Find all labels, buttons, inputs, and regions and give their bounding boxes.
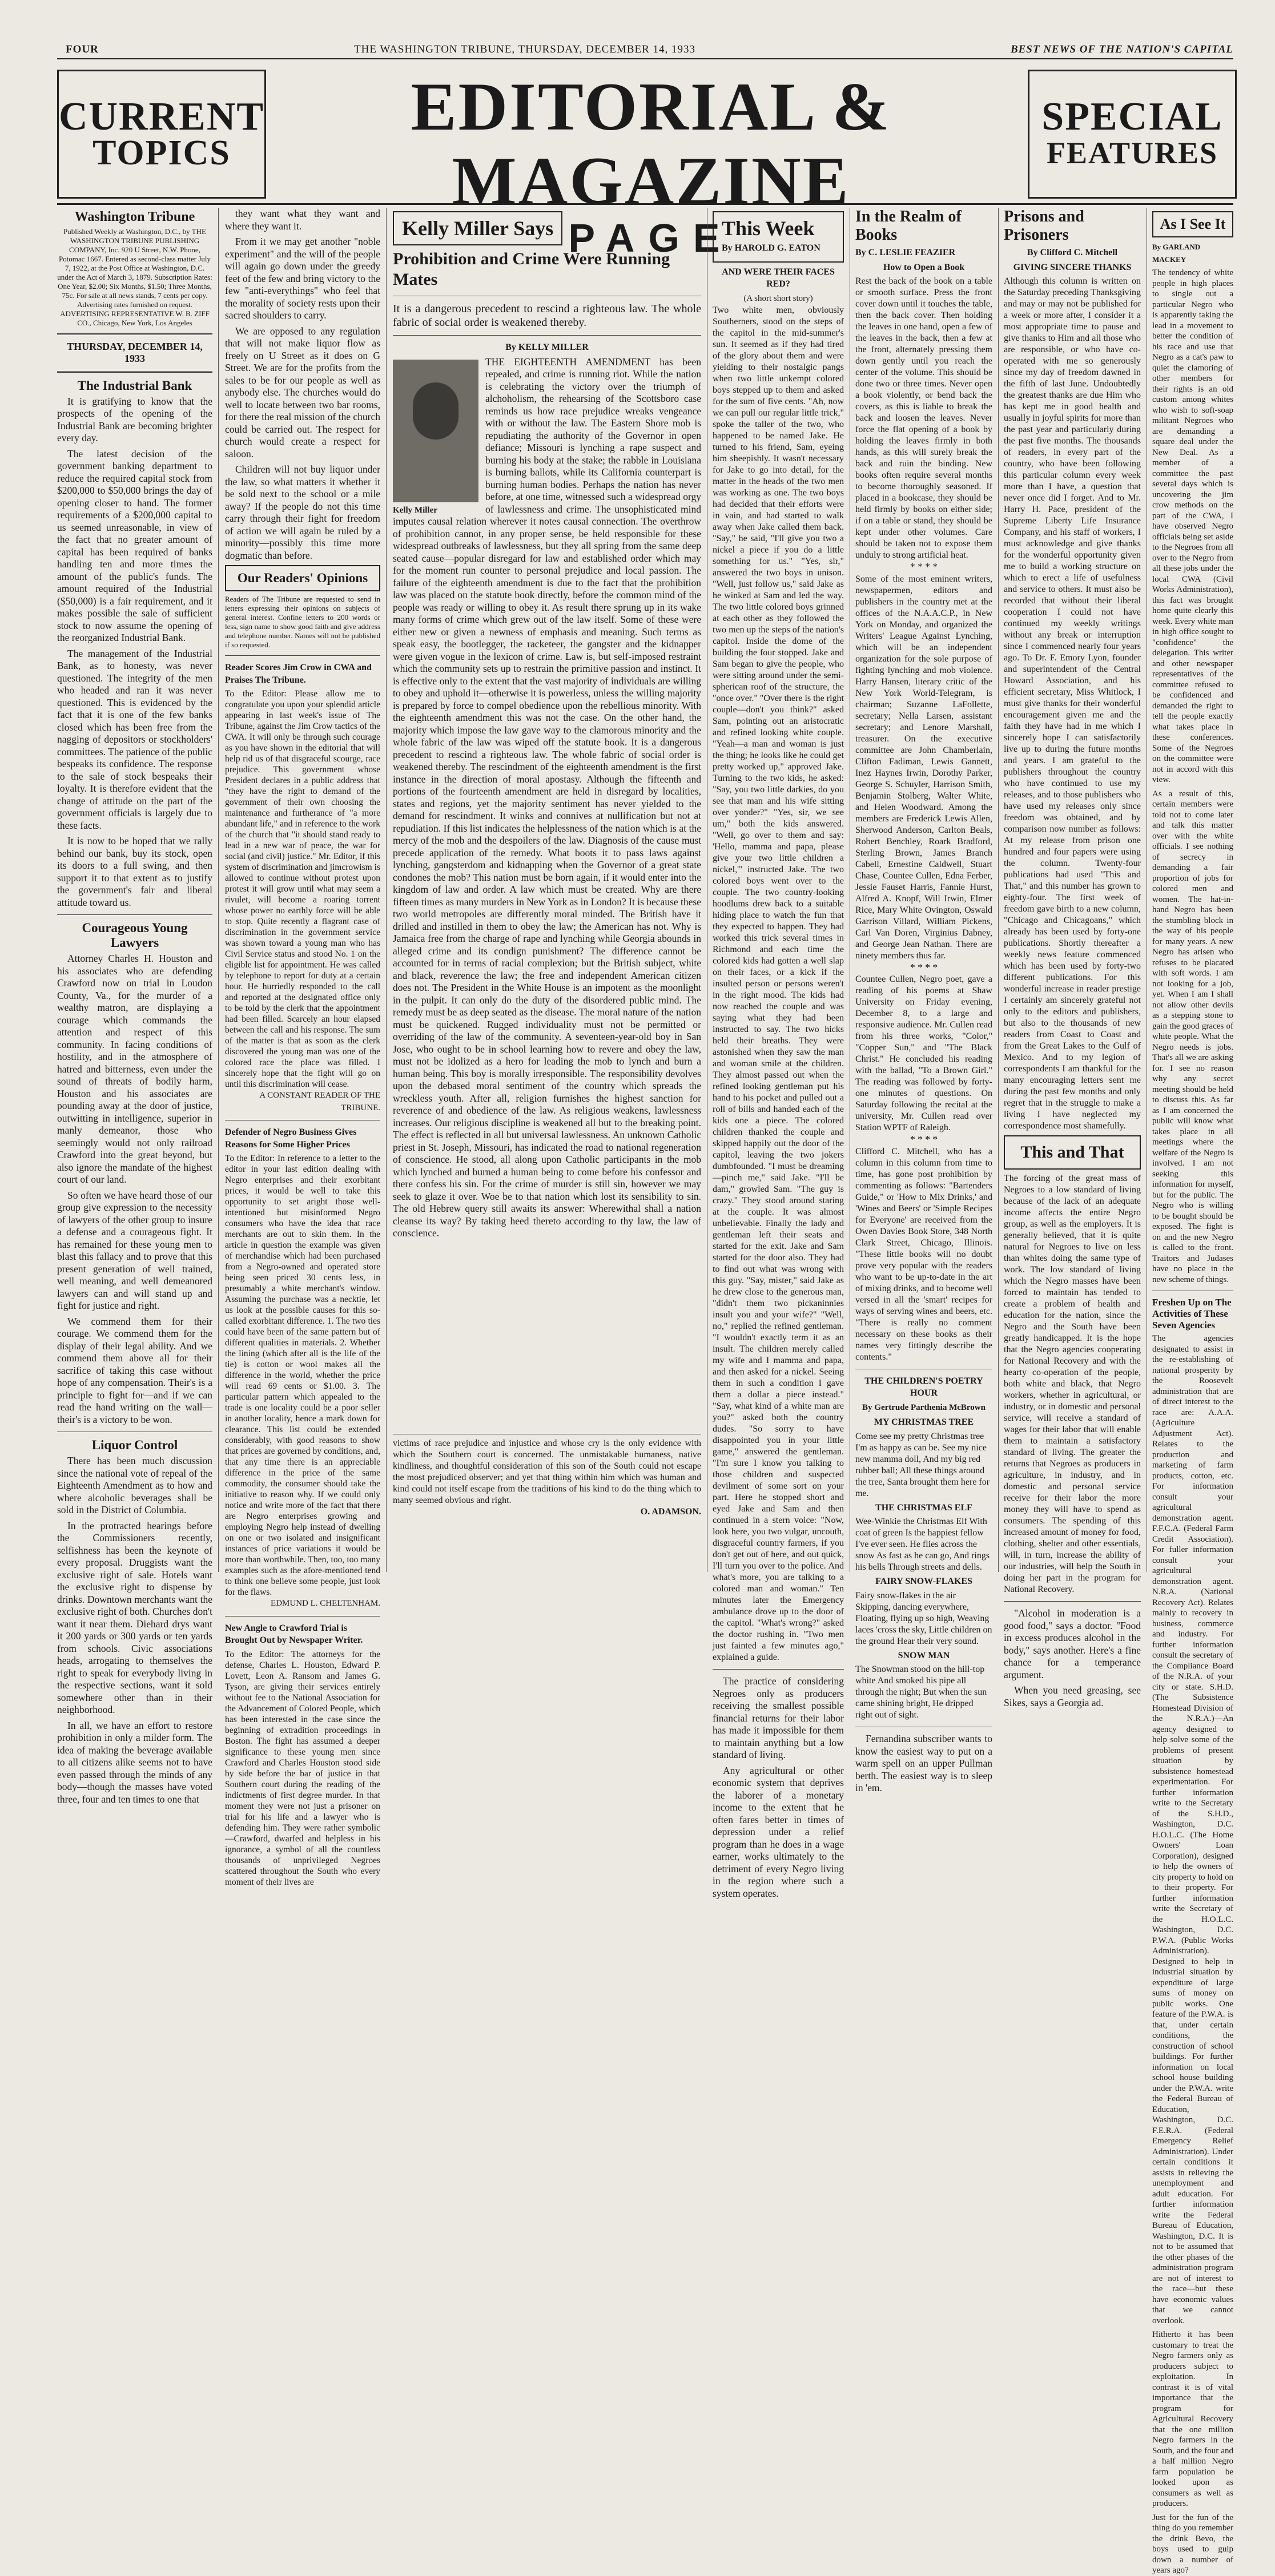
paragraph: "Alcohol in moderation is a good food," says a doctor. "Food in excess produces alcohol in the body," says another. Here's a fine chance for a temperance argument. — [1004, 1607, 1141, 1680]
kelly-miller-body: THE EIGHTEENTH AMENDMENT has been repealed, and crime is running riot. While the nation is celebrating the victory over the triumph of alchoholism, the rehearsing of the Scottsboro case reminds us how race prejudice wreaks vengeance with or without the law. The Eastern Shore mob is repudiating the authority of the Governor in open defiance; Missouri is lynching a rape suspect and burning his body at the stake; the rabble in Louisiana is burning ballots, while its California counterpart is burning human bodies. Perhaps the nation has never before, at one time, witnessed such a widespread orgy of lawlessness and crime. The unsophisticated mind imputes causal relation wherever it notes causal connection. The overthrow of prohibition cannot, in any proper sense, be held responsible for these widespread outbreaks of lawlessness, but they all spring from the same deep seated cause—popular disregard for law and established order which may for the moment run counter to personal prejudice and local passion. The failure of the eighteenth amendment is due to the fact that the prohibition law was placed on the statute book directly, before the common mind of the people was ready or willing to obey it. As result there sprung up in its wake many forms of crime which grew out of the law itself. Some of these were either new or given a newness of emphasis and meaning. Such terms as speak easy, the bootlegger, the racketeer, the gangster and the kidnapper were given vogue in the lexicon of crime. Law is, but self-imposed restraint which the community sets up to restrain the primitive passion and instinct. It is effective only to the extent that the vast majority of individuals are willing to obey and uphold it—otherwise it is powerless, unless the willing majority is prepared by force to compel obedience upon the rebellious minority. With the eighteenth amendment this was not the case. On the other hand, the majority which impose the law gave way to the clamorous minority and the whole fabric of the law was wiped off the statute book. It is a dangerous precedent to rescind a righteous law. The whole fabric of social order is weakened thereby. The rescindment of the eighteenth amendment is the first instance in the direction of moral apostasy. Although the fifteenth and portions of the fourteenth amendment are held in disregard by localities, states and regions, yet the majority sentiment has never yielded to the demand for rescindment. It winks and connives at nullification but not at repudiation. If this list indicates the helplessness of the nation which is at the mercy of the mob and the despoilers of the law. Diagnosis of the cause must precede application of the remedy. What boots it to pass laws against lynching, gangsterdom and kidnapping when the Governor of a great state condones the mob? This nation must be born again, if it would enter into the kingdom of law and order. A law which must be created. Why are there fifteen times as many murders in New York as in London? It is because these two world metropoles are differently moral minded. The British have it drilled and instilled in them to obey the law; the American has not. Why is Jamaica free from the charge of rape and lynching while Georgia abounds in alleged crime and its condign punishment? The difference cannot be accounted for in terms of racial complexion; but the British subject, white and black, reverence the law; the free and independent American citizen does not. The President in the White House is an impotent as the moonlight in the pulpit. It can only do the duty of the disordered public mind. The remedy must be as deep seated as the disease. The moral nature of the nation must be quickened. Rugged individuality must not be permitted or overriding of the law of the community. A seventeen-year-old boy in San Jose, who ought to be in school learning how to revere and obey the law, must not be idolized as a hero for leading the mob to lynch and burn a human being. This boy is morally irresponsible. The responsibility devolves upon the debased moral sentiment of the country which spreads the wreckless youth. After all, religion furnishes the highest sanction for reverence of and obedience of the law. As religious weakens, lawlessness increases. Our religious discipline is weakened all but to the breaking point. The effect is reflected in all but universal lawlessness. An unknown Catholic priest in St. Joseph, Missouri, has indicated the road to national regeneration of conscience. He stood, all along upon Catholic participants in the mob which lynched and burned a human being to come before his confessor and there confess his sin. For the crime of murder is still sin, however we may seek to glaze it over. Woe be to that nation which lost its sensibility to sin. The old Hebrew query still awaits its answer: Wherewithal shall a nation cleanse its way? By taking heed thereto according to thy law, the law of conscience. — [393, 356, 701, 1239]
banner-title: EDITORIAL & MAGAZINE — [411, 68, 891, 219]
editorial-headline-3: Liquor Control — [91, 1438, 178, 1452]
kelly-miller-lead: It is a dangerous precedent to rescind a righteous law. The whole fabric of social order is weakened thereby. — [393, 303, 701, 329]
poetry-byline: By Gertrude Parthenia McBrown — [862, 1402, 986, 1412]
byline: By Clifford C. Mitchell — [1027, 248, 1118, 257]
readers-opinions-title: Our Readers' Opinions — [237, 571, 368, 585]
closing-quip: Just for the fun of the thing do you remember the drink Bevo, the boys used to gulp down a number of years ago? — [1152, 2513, 1233, 2575]
special-features-box — [1028, 70, 1237, 199]
masthead-rule — [57, 203, 1233, 205]
nameplate: Washington Tribune — [74, 209, 195, 224]
letter-headline: Defender of Negro Business Gives Reasons for Some Higher Prices — [225, 1127, 357, 1150]
paragraph: Attorney Charles H. Houston and his associates who are defending Crawford now on trial in Loudon County, Va., for the murder of a wealthy matron, are displaying a courage which commands the attention and respect of this community. In facing conditions of hostility, and in the atmosphere of hatred and bitterness, even under the sound of threats of bodily harm, Houston and his associates are pounding away at the door of justice, outwitting in intelligence, superior in manly demeanor, those who seemingly would not only railroad Crawford into the great beyond, but also ignore the mandate of the highest court of our land. — [57, 953, 212, 1185]
agencies-headline: Freshen Up on The Activities of These Seven Agencies — [1152, 1297, 1232, 1331]
paragraph: When you need greasing, see Sikes, says a Georgia ad. — [1004, 1684, 1141, 1708]
topics-label: TOPICS — [92, 134, 231, 172]
readers-note: Readers of The Tribune are requested to send in letters expressing their opinions on subjects of general interest. Confine letters to 200 words or less, sign name to show good faith and give address and telephone number. Names will not be published if so requested. — [225, 595, 380, 649]
subhead: GIVING SINCERE THANKS — [1013, 262, 1132, 272]
slogan: BEST NEWS OF THE NATION'S CAPITAL — [1010, 43, 1233, 55]
byline: By KELLY MILLER — [505, 342, 589, 352]
paragraph: The management of the Industrial Bank, as to honesty, was never questioned. The integrity of the men who headed and ran it was never questioned. This is evidenced by the fact that it is one of the few banks closed which has been free from the nagging of depositors or stockholders' committees. The patience of the public bespeaks its confidence. The response to the sale of stock bespeaks their loyalty. It is therefore evident that the change of attitude on the part of the government officials is largely due to these facts. — [57, 647, 212, 831]
prisons-title: Prisons and Prisoners — [1004, 208, 1084, 244]
poetry-title: THE CHILDREN'S POETRY HOUR — [864, 1376, 983, 1398]
letter-body: To the Editor: The attorneys for the defense, Charles L. Houston, Edward P. Lovett, Leon A. Ransom and James G. Tyson, are giving their services entirely without fee to the National Association for the Advancement of Colored People, which has been interested in the case since the beginning of extradition proceedings in Boston. The fight has assumed a deeper significance to these young men since Crawford and Charles Houston stood side by side before the bar of justice in that Southern court during the reading of the indictments of first degree murder. In that moment they were not just a prisoner on trial for his life and a lawyer who is defending him. They were rather symbolic—Crawford, dwarfed and helpless in his ignorance, a symbol of all the countless thousands of unprivileged Negroes scattered throughout the South who every moment of their lives are — [225, 1649, 380, 1887]
as-i-see-it-body: The tendency of white people in high places to single out a particular Negro who is apparently taking the lead in a movement to better the condition of his race and use that Negro as a cat's paw to quiet the clamoring of other members for their rights is an old custom among whites who wish to soft-soap militant Negroes who are demanding a square deal under the New Deal. As a member of a committee the past several days which is uncovering the jim crow methods on the part of the CWA, I have observed Negro officials being set aside to the Negroes from all over to the Negro from all these jobs under the local CWA (Civil Works Administration), this fact was brought home quite clearly this week. Every white man in high office sought to "confidence" the delegation. This writer and other newspaper representatives of the committee refused to be confidenced and demanded the right to tell the people exactly what takes place in these conferences. Some of the Negroes on the committee were not in accord with this view. — [1152, 268, 1233, 784]
publisher-info: Published Weekly at Washington, D.C., by THE WASHINGTON TRIBUNE PUBLISHING COMPANY, Inc. 920 U Street, N.W. Phone, Potomac 1667. Entered as second-class matter July 7, 1922, at the Post Office at Washington, D.C. under the Act of March 3, 1879. Subscription Rates: One Year, $2.00; Six Months, $1.50; Three Months, 75c. For sale at all news stands, 7 cents per copy. Advertising rates furnished on request. ADVERTISING REPRESENTATIVE W. B. ZIFF CO., Chicago, New York, Los Angeles — [57, 227, 212, 327]
column-as-i-see-it — [1152, 208, 1233, 2575]
kelly-miller-box — [393, 211, 562, 245]
paragraph: It is now to be hoped that we rally behind our bank, buy its stock, open its doors to a full swing, and then support it to that extent as to justify the government's fair and liberal attitude toward us. — [57, 835, 212, 908]
as-i-see-it-title: As I See It — [1160, 216, 1226, 232]
kelly-miller-title: Kelly Miller Says — [402, 217, 554, 240]
poem-title: FAIRY SNOW-FLAKES — [875, 1577, 972, 1586]
header-rule — [57, 58, 1233, 59]
issue-date: THURSDAY, DECEMBER 14, 1933 — [67, 340, 203, 364]
column-readers-opinions — [225, 208, 380, 1887]
paragraph: they want what they want and where they want it. — [225, 208, 380, 232]
page-number: FOUR — [66, 43, 99, 55]
poem-title: MY CHRISTMAS TREE — [874, 1417, 974, 1427]
paragraph: The latest decision of the government banking department to reduce the required capital stock from $200,000 to $50,000 brings the day of opening closer to hand. The former requirements of a $200,000 capital to us seemed unreasonable, in view of the fact that no greater amount of capital has been required of banks handling ten and more times the amount of the public's funds. The amount required of the Industrial ($50,000) is a fair requirement, and it makes possible the sale of sufficient stock to now assume the opening of the reorganized Industrial Bank. — [57, 448, 212, 643]
dateline: THE WASHINGTON TRIBUNE, THURSDAY, DECEMBER 14, 1933 — [354, 43, 696, 55]
kelly-miller-subhead: Prohibition and Crime Were Running Mates — [393, 249, 670, 289]
paragraph: From it we may get another "noble experiment" and the will of the people will again go down under the greedy feet of the few and bring victory to the few "anti-everythings" who feel that the morality of society rests upon their sacred shoulders to carry. — [225, 236, 380, 321]
kelly-miller-portrait — [393, 360, 478, 515]
poem-title: THE CHRISTMAS ELF — [875, 1502, 972, 1513]
letter-headline: New Angle to Crawford Trial is Brought Out by Newspaper Writer. — [225, 1623, 363, 1645]
paragraph: We commend them for their courage. We commend them for the display of their legal ability. And we commend them above all for their sacrifice of taking this case without hope of any compensation. Their's is a principle to fight for—and if we can read the hand writing on the wall—their's is a victory to be won. — [57, 1315, 212, 1425]
portrait-caption: Kelly Miller — [393, 506, 437, 515]
poem-body: The Snowman stood on the hill-top white And smoked his pipe all through the night; But when the sun came shining bright, He dripped right out of sight. — [855, 1664, 987, 1720]
column-rule — [386, 208, 387, 1572]
column-rule — [998, 208, 999, 1572]
paragraph: There has been much discussion since the national vote of repeal of the Eighteenth Amendment as to how and where alcoholic beverages shall be sold in the District of Columbia. — [57, 1455, 212, 1515]
poem-title: SNOW MAN — [898, 1650, 950, 1660]
paragraph: Children will not buy liquor under the law, so what matters it whether it be sold next to the school or a mile away? If the people do not this time carry through their fight for freedom of action we will again be ruled by a minority—possibly this time more dogmatic than before. — [225, 463, 380, 561]
column-prisons — [1004, 208, 1141, 1708]
letter-signature: EDMUND L. CHELTENHAM. — [271, 1599, 380, 1608]
column-editorials — [57, 208, 212, 1805]
poem-body: Wee-Winkie the Christmas Elf With coat of green Is the happiest fellow I've ever seen. He flies across the snow As fast as he can go, And rings his bells Through streets and dells. — [855, 1517, 990, 1572]
letter-headline: Reader Scores Jim Crow in CWA and Praises The Tribune. — [225, 663, 372, 685]
byline: By C. LESLIE FEAZIER — [855, 248, 956, 257]
poem-body: Fairy snow-flakes in the air Skipping, dancing everywhere, Floating, flying up so high, Weaving laces 'cross the sky, Little children on the ground Hear their very sound. — [855, 1590, 992, 1646]
column-rule — [218, 208, 219, 1572]
paragraph: In all, we have an effort to restore prohibition in only a milder form. The idea of making the beverage available to all citizens alike seems not to have even passed through the minds of any body—though the masses have voted three, four and ten times to one that — [57, 1719, 212, 1805]
paragraph: It is gratifying to know that the prospects of the opening of the Industrial Bank are becoming brighter every day. — [57, 395, 212, 444]
special-label: SPECIAL — [1041, 95, 1223, 139]
books-title: In the Realm of Books — [855, 208, 962, 244]
story-title: AND WERE THEIR FACES RED? — [722, 267, 835, 289]
page-header — [57, 41, 1233, 57]
this-and-that-body: The forcing of the great mass of Negroes to a low standard of living because of the lack of an adequate income affects the entire Negro group, as well as the employers. It is generally believed, that it is quite natural for Negroes to live on less than whites doing the same type of work. The low standard of living which the Negro masses have been forced to maintain has tended to create a problem of health and education for the nation, since the Negro and the South have been greatly handicapped. It is the hope that the Negro agencies cooperating for National Recovery and with the hearty co-operation of the people, both white and black, that Negro workers, whether in agricultural, or industry, or in domestic and personal service, will receive a standard of wages for their labor that will enable them to maintain a satisfactory standard of living. The greater the returns that Negroes as producers in agriculture, in industry, and in domestic and personal service receive for their labor the more money they will have to spend as consumers. The spending of this increased amount of money for food, clothing, shelter and other essentials, will, in turn, increase the ability of our industries, will help the South in doing her part in the program for National Recovery. — [1004, 1174, 1141, 1594]
books-body: Countee Cullen, Negro poet, gave a reading of his poems at Shaw University on Friday evening, December 8, to a large and responsive audience. Mr. Cullen read from his three works, "Color," "Copper Sun," and "The Black Christ." He concluded his reading with the ballad, "To a Brown Girl." The reading was followed by forty-one minutes of questions. On Saturday following the recital at the university, Mr. Cullen read over Station WPTF of Raleigh. — [855, 974, 992, 1132]
paragraph: So often we have heard those of our group give expression to the necessity of lawyers of the other group to insure a defense and a courageous fight. It has remained for these young men to blast this fallacy and to prove that this present generation of well trained, well meaning, and well demeanored lawyers can and will stand up and fight for justice and right. — [57, 1189, 212, 1311]
editorial-headline-1: The Industrial Bank — [77, 378, 192, 393]
story-subtitle: (A short short story) — [743, 293, 813, 303]
as-i-see-it-box — [1152, 211, 1233, 237]
byline: By GARLAND MACKEY — [1152, 243, 1201, 264]
current-label: CURRENT — [58, 95, 265, 139]
subhead: How to Open a Book — [883, 262, 965, 272]
paragraph: We are opposed to any regulation that will not make liquor flow as freely on U Street as it does on G Street. We are for the profits from the sales to be for our people as well as anybody else. The churches would do well to locate between two bar rooms, for there the real mission of the church could be carried out. The respect for church would create a respect for saloon. — [225, 325, 380, 459]
this-and-that-title: This and That — [1020, 1143, 1124, 1162]
readers-opinions-box — [225, 565, 380, 591]
agencies-body: Hitherto it has been customary to treat the Negro farmers only as producers subject to exploitation. In contrast it is of vital importance that the program for Agricultural Recovery that the one million Negro farmers in the South, and the four and a half million Negro farm population be looked upon as consumers as well as producers. — [1152, 2330, 1233, 2508]
letter-body: To the Editor: Please allow me to congratulate you upon your splendid article appearing in last week's issue of The Tribune, against the Jim Crow tactics of the CWA. It will only be through such courage as you have shown in the editorial that will help rid us of that disgraceful scourge, race prejudice. This government whose President declares in a public address that "they have the right to demand of the government of their own choosing the maintenance and furtherance of "a more abundant life," and in reference to the work of the church that "it should stand ready to lead in a new war of peace, the war for social (and civil) justice." Mr. Editor, if this system of discrimination and jimcrowism is allowed to continue without protest upon protest it will grow until what may seem a rivulet, will become a roaring torrent whose power no earthly force will be able to stop. Quite recently a flagrant case of discrimination in the government service was shown toward a young man who has Civil Service status and stood No. 1 on the eligible list for appointment. He was called by telephone to report for duty at a certain hour. He hurriedly responded to the call and reported at the designated office only to be told by the clerk that the appointment had been filled. Scarcely an hour elapsed between the call and his response. The sum of the matter is that as soon as the clerk discovered the young man was one of the colored race the place was filled. I sincerely hope that the fight will go on until this discrimination will cease. — [225, 689, 380, 1089]
agencies-body: The agencies designated to assist in the re-establishing of national prosperity by the Roosevelt administration that are of direct interest to the race are: A.A.A. (Agriculture Adjustment Act). Relates to the production and marketing of farm products, cotton, etc. For information consult your agricultural demonstration agent. F.F.C.A. (Federal Farm Credit Association). For fuller information consult your agricultural demonstration agent. N.R.A. (National Recovery Act). Relates mainly to recovery in business, commerce and industry. For further information consult the secretary of the Compliance Board of the N.R.A. of your city or state. S.H.D. (The Subsistence Homestead Division of the N.R.A.)—An agency designed to help solve some of the problems of present situation by subsistence homestead experimentation. For further information write to the Secretary of the S.H.D., Washington, D.C. H.O.L.C. (The Home Owners' Loan Corporation), designed to help the owners of city property to hold on to their property. For further information write the Secretary of the H.O.L.C. Washington, D.C. P.W.A. (Public Works Administration). Designed to help in industrial situation by expenditure of large sums of money on public works. One feature of the P.W.A. is that, under certain conditions, the construction of school buildings. For further information on local school house building under the P.W.A. write the Federal Bureau of Education, Washington, D.C. F.E.R.A. (Federal Emergency Relief Administration). Under certain conditions it assists in relieving the unemployment and adult education. For further information write the Federal Bureau of Education, Washington, D.C. It is not to be assumed that the other phases of the administration program are not of interest to the race—but these have economic values that we cannot overlook. — [1152, 1334, 1233, 2325]
poem-body: Come see my pretty Christmas tree I'm as happy as can be. See my nice new mamma doll, And my big red rubber ball; All these things around the tree, Santa brought them here for me. — [855, 1431, 990, 1498]
as-i-see-it-body: As a result of this, certain members were told not to come later and talk this matter over with the white officials. I see nothing of secrecy in demanding a fair proportion of jobs for colored men and women. The hat-in-hand Negro has been the stumbling block in the way of his people for many years. A new Negro has arisen who refuses to be placated with soft words. I am not looking for a job, yet. When I am I shall not allow other devils as a stepping stone to gain the good graces of white people. What the Negro needs is jobs. That's all we are asking for. I see no reason why any secret meeting should be held to discuss this. As far as I am concerned the public will know what takes place in all meetings where the welfare of the Negro is involved. I am not seeking this information for myself, but for the public. The Negro who is willing to be bought should be exposed. The fight is on and the new Negro is called to the front. Traitors and Judases have no place in the new scheme of things. — [1152, 789, 1233, 1284]
portrait-face — [413, 382, 458, 440]
column-kelly-miller — [393, 208, 701, 1572]
story-body: Two white men, obviously Southerners, stood on the steps of the capitol in the mid-summer's sun. It seemed as if they had tired of the glory about them and were yielding to their nostalgic pangs when two little unkempt colored boys stepped up to them and asked for the sum of five cents. "Ah, now we can pull our regular little trick," spoke the taller of the two, who happened to be named Jake. He turned to his friend, Sam, eyeing him sheepishly. It wasn't necessary for Jake to go into detail, for the matter in the heads of the two men was working as one. The two boys had decided that their efforts were in vain, and had started to walk away when Jake called them back. "Say," he said, "I'll give you two a nickel a piece if you do a little something for us." "Yes, sir," answered the two boys in unison. "Well, just follow us," said Jake as he winked at Sam and led the way. The two little colored boys grinned at each other as they followed the two men up the steps of the nation's capitol. Inside the dome of the building the four stopped. Jake and Sam began to give the people, who were sitting around under the semi-spherican roof of the structure, the "once over." "Over there is the right couple—don't you think?" asked Sam, pointing out an aristocratic and refined looking white couple. "Yeah—a man and woman is just the thing; he looks like he could get pretty worked up," approved Jake. Turning to the two kids, he asked: "Say, you two little darkies, do you see that man and his wife sitting over yonder?" "Yes, sir, we see um," both the kids answered. "Well, go over to them and say: 'Hello, mamma and papa, please give your two little children a nickel,'" instructed Jake. The two colored boys went over to the couple. The two country-looking hoodlums drew back to a suitable hiding place to watch the fun that they expected to happen. They had worked this trick several times in Richmond and each time the colored kids had gotten a well slap on their faces, or a kick if the insulted person or persons weren't in the right mood. The kids had now reached the couple and was saying what they had been instructed to say. The two hicks held their breaths. They were astonished when they saw the man and woman smile at the children. They almost passed out when the refined looking gentleman put his hand to his pocket and pulled out a roll of bills and handed each of the kids one a piece. The colored children thanked the couple and skipped happily out the door of the capitol, leaving the two jokers dumbfounded. "I must be dreaming—pinch me," said Jake. "I'll be dam," growled Sam. "The guy is crazy." They stood around staring at the couple. It was almost unbelievable. Finally the lady and gentleman left their seats and started for the exit. Jake and Sam started for the door also. They had to find out what was wrong with this guy. "Say, mister," said Jake as he drew close to the generous man, "didn't them two pickaninnies insult you and your wife?" "Well, no," replied the refined gentleman. "I wouldn't exactly term it as an insult. The children merely called my wife and I mamma and papa, and then asked for a nickel. Seeing them in such a condition I gave them a dollar a piece instead." "Say, what kind of a white man are you?" asked both the country dudes. "So sorry to have disappointed you in your little game," answered the gentleman. "I'm sure I know you talking to those children and suspected devilment of some sort on your part. Here he stopped short and eyed Jake and Sam and then continued in a stern voice: "Now, look here, you two vulgar, uncouth, disgraceful country farmers, if you don't get out of here, and out quick, I'll turn you over to the police. And what's more, you are talking to a colored man and woman." Ten minutes later the Emergency ambulance drove up to the door of the capitol. "What's wrong?" asked the doctor rushing in. "Two men just fainted a few minutes ago," explained a guide. — [713, 305, 844, 1662]
column-this-week — [713, 208, 844, 1899]
prisons-body: Although this column is written on the Saturday preceding Thanksgiving and may or may not be published for a week or more after, I consider it a most appropriate time to pause and give thanks to Him and all those who are responsible, or who have co-operated with me so generously since my day of freedom dawned in the fifth of last June. Undoubtedly the greatest thanks are due Him who has kept me in good health and usually in joyful spirits for more than the past year and particularly during the past five months. The thousands of readers, in every part of the country, who have been following this particular column every week more than I have, a question that never once did I forget. And to Mr. Harry H. Pace, president of the Supreme Liberty Life Insurance Company, and his staff of workers, I must acknowledge and give thanks for the wonderful opportunity given me to build a working structure on which to erect a life of usefulness and service to others. It must also be recorded that without their liberal cooperation I could not have continued my weekly writings without any break or interruption since I commenced nearly four years ago. To Dr. F. Emory Lyon, founder and superintendent of the Central Howard Association, and his efficient secretary, Miss Whitlock, I must give thanks for their wonderful encouragement given me and the faith they have had in me which I sincerely hope I can satisfactorily live up to during the future months and years. I am grateful to the publishers throughout the country who have continued to use my releases, and to those publishers who have used my releases only since freedom was obtained, and by comparison now number as follows: At my release from prison one hundred and four papers were using the column. Twenty-four publications had used "This and That," and this number has grown to eighty-four. The first week of freedom gave birth to a new column, "Chicago and Chicagoans," which already has been used by forty-one publications. Shortly thereafter a weekly news feature commenced which has been used by forty-two different publications. For this wonderful increase in reader prestige I certainly am sincerely grateful not only to the editors and publishers, but also to the thousands of new readers from Coast to Coast and from the Great Lakes to the Gulf of Mexico. And to my legion of correspondents I am thankful for the many encouraging letters sent me during the past few months and only regret that in the struggle to make a living I have neglected my correspondence most shamefully. — [1004, 276, 1141, 1131]
paragraph: In the protracted hearings before the Commissioners recently, selfishness has been the keynote of every proposal. Druggists want the exclusive right of sale. Hotels want the exclusive right to dispense by drinks. Downtown merchants want the exclusive right of both. Churches don't want it near them. Diehard drys want it 200 yards or 300 yards or ten yards from schools. Civic associations heads, arrogating to themselves the right to speak for everybody living in the respective sections, want it sold somewhere other than in their neighborhood. — [57, 1519, 212, 1715]
byline: By HAROLD G. EATON — [722, 243, 820, 253]
editorial-headline-2: Courageous Young Lawyers — [82, 921, 188, 950]
continuation-block — [393, 1434, 701, 1575]
paragraph: Fernandina subscriber wants to know the easiest way to put on a warm spell on an upper Pullman berth. The easiest way is to sleep in 'em. — [855, 1733, 992, 1793]
letter-signature: A CONSTANT READER OF THE TRIBUNE. — [259, 1091, 380, 1112]
continuation-signature: O. ADAMSON. — [640, 1507, 701, 1517]
paragraph: Any agricultural or other economic system that deprives the laborer of a monetary income to the extent that he often fares better in times of depression under a relief program than he does in a wage earner, works ultimately to the detriment of every Negro living in the region where such a system operates. — [713, 1764, 844, 1899]
this-and-that-box — [1004, 1135, 1141, 1170]
this-week-title: This Week — [722, 217, 815, 240]
books-body: Clifford C. Mitchell, who has a column in this column from time to time, has gone post prohibition by commenting as follows: "Bartenders Guide," or 'How to Mix Drinks,' and 'Wines and Beers' or 'Simple Recipes for Everyone' are received from the Owen Davies Book Store, 348 North Clark Street, Chicago, Illinois. "These little books will no doubt prove very popular with the readers who want to be up-to-date in the art of mixing drinks, and to become well versed in all the 'smart' recipes for ways of serving wines and beers, etc. "There is really no comment necessary on these books as their names very fittingly describe the contents." — [855, 1146, 992, 1362]
paragraph: The practice of considering Negroes only as producers receiving the smallest possible financial returns for their labor has made it impossible for them to maintain anything but a low standard of living. — [713, 1675, 844, 1760]
books-body: Some of the most eminent writers, newspapermen, editors and publishers in the country met at the offices of the N.A.A.C.P., in New York on Monday, and organized the Writers' League Against Lynching, which will be an independent organization for the sole purpose of fighting lynching and mob violence. Harry Hansen, literary critic of the New York World-Telegram, is chairman; Suzanne LaFollette, secretary; Nella Larsen, assistant secretary; and Lenore Marshall, treasurer. On the executive committee are John Chamberlain, Clifton Fadiman, Lewis Gannett, Inez Haynes Irwin, Dorothy Parker, George S. Schuyler, Harrison Smith, Benjamin Stolberg, Walter White, and Helen Woodward. Among the members are Frederick Lewis Allen, Sherwood Anderson, Carlton Beals, Robert Benchley, Roark Bradford, Sterling Brown, James Branch Cabell, Ernestine Caldwell, Stuart Chase, Countee Cullen, Edna Ferber, Jessie Fauset Harris, Fannie Hurst, Alfred A. Knopf, Will Irwin, Elmer Rice, Mary White Ovington, Oswald Garrison Villard, William Pickens, Carl Van Doren, Virginius Dabney, and George Jean Nathan. There are ninety members thus far. — [855, 574, 992, 961]
current-topics-box — [57, 70, 266, 199]
newspaper-page — [57, 41, 1233, 2575]
this-week-box — [713, 211, 844, 263]
banner-page: PAGE — [568, 216, 734, 260]
continuation-text: victims of race prejudice and injustice and whose cry is the only evidence with which the Southern court is concerned. The unmistakable humaness, native kindliness, and thoughtful consideration of this son of the South could not escape the most prejudiced observer; and yet that thing within him which was human and kind could not itself escape from the traditions of his kind to do the thing which to many seemed obvious and right. — [393, 1438, 701, 1505]
column-books: In the Realm of Books By C. LESLIE FEAZIER How to Open a Book Rest the back of the book on a table or smooth surface. Press the front cover down until it touches the table, then the back cover. Then holding the leaves in one hand, open a few of the leaves in the back, then a few at the front, alternately pressing them down gently until you reach the center of the volume. This should be done two or three times. Never open a book violently, or bend back the covers, as this is liable to break the back and loosen the leaves. Never force the flat opening of a book by holding the leaves firmly in both hands, as this will surely break the back and ruin the binding. New books often require several months to become thoroughly seasoned. If placed in a bookcase, they should be held firmly by books on either side; if on a table or stand, they should be kept under other volumes. Care should be taken not to expose them unduly to strong artificial heat. * * * * Some of the most eminent writers, newspapermen, editors and publishers in the country met at the offices of the N.A.A.C.P., in New York on Monday, and organized the Writers' League Against Lynching, which will be an independent organization for the sole purpose of fighting lynching and mob violence. Harry Hansen, literary critic of the New York World-Telegram, is chairman; Suzanne LaFollette, secretary; Nella Larsen, assistant secretary; and Lenore Marshall, treasurer. On the executive committee are John Chamberlain, Clifton Fadiman, Lewis Gannett, Inez Haynes Irwin, Dorothy Parker, George S. Schuyler, Harrison Smith, Benjamin Stolberg, Walter White, and Helen Woodward. Among the members are Frederick Lewis Allen, Sherwood Anderson, Carlton Beals, Robert Benchley, Roark Bradford, Sterling Brown, James Branch Cabell, Ernestine Caldwell, Stuart Chase, Countee Cullen, Edna Ferber, Jessie Fauset Harris, Fannie Hurst, Alfred A. Knopf, Will Irwin, Elmer Rice, Mary White Ovington, Oswald Garrison Villard, William Pickens, Carl Van Doren, Virginius Dabney, and George Jean Nathan. There are ninety members thus far. * * * * Countee Cullen, Negro poet, gave a reading of his poems at Shaw University on Friday evening, December 8, to a large and responsive audience. Mr. Cullen read from his three works, "Color," "Copper Sun," and "The Black Christ." He concluded his reading with the ballad, "To a Brown Girl." The reading was followed by forty-one minutes of questions. On Saturday following the recital at the university, Mr. Cullen read over Station WPTF of Raleigh. * * * * Clifford C. Mitchell, who has a column in this column from time to time, has gone post prohibition by commenting as follows: "Bartenders Guide," or 'How to Mix Drinks,' and 'Wines and Beers' or 'Simple Recipes for Everyone' are received from the Owen Davies Book Store, 348 North Clark Street, Chicago, Illinois. "These little books will no doubt prove very popular with the readers who want to be up-to-date in the art of mixing drinks, and to become well versed in all the 'smart' recipes for ways of serving wines and beers, etc. "There is really no comment necessary on these books as their names very fittingly describe the contents." THE CHILDREN'S POETRY HOUR By Gertrude Parthenia McBrown MY CHRISTMAS TREE Come see my pretty Christmas tree I'm as happy as can be. See my nice new mamma doll, And my big red rubber ball; All these things around the tree, Santa brought them here for me. THE CHRISTMAS ELF Wee-Winkie the Christmas Elf With coat of green Is the happiest fellow I've ever seen. He flies across the snow As fast as he can go, And rings his bells Through streets and dells. FAIRY SNOW-FLAKES Fairy snow-flakes in the air Skipping, dancing everywhere, Floating, flying up so high, Weaving laces 'cross the sky, Little children on the ground Hear their very sound. SNOW MAN The Snowman stood on the hill-top white And smoked his pipe all through the night; But when the sun came shining bright, He dripped right out of sight. Fernandina subscriber wants to know the easiest way to put on a warm spell on an upper Pullman berth. The easiest way is to sleep in 'em. — [855, 208, 992, 1793]
features-label: FEATURES — [1046, 136, 1218, 170]
books-body: Rest the back of the book on a table or smooth surface. Press the front cover down until it touches the table, then the back cover. Then holding the leaves in one hand, open a few of the leaves in the back, then a few at the front, alternately pressing them down gently until you reach the center of the volume. This should be done two or three times. Never open a book violently, or bend back the covers, as this is liable to break the back and loosen the leaves. Never force the flat opening of a book by holding the leaves firmly in both hands, as this will surely break the back and ruin the binding. New books often require several months to become thoroughly seasoned. If placed in a bookcase, they should be held firmly by books on either side; if on a table or stand, they should be kept under other volumes. Care should be taken not to expose them unduly to strong artificial heat. — [855, 276, 992, 560]
letter-body: To the Editor: In reference to a letter to the editor in your last edition dealing with Negro enterprises and their exorbitant prices, it would be well to take this opportunity to set aright those well-intentioned but misinformed Negro consumers who have the idea that race merchants are out to skin them. In the article in question the example was given of merchandise which had been purchased from a Negro-owned and operated store being seen priced 30 cents less, in presumably a white merchant's window. Assuming the purchase was a necktie, let us look at the possible causes for this so-called exorbitant difference. 1. The two ties could have been of the same pattern but of different qualities in materials. 2. Whether the lining (which after all is the life of the tie) is cotton or wool makes all the difference in the world, whether the price will read 69 cents or $1.00. 3. The particular pattern which appealed to the trade is one locality could be a poor seller in another locality, hence a mark down for clearance. This list could be extended considerably, with good reasons to show that prices are governed by conditions, and, that any time there is an appreciable difference in the price of the same commodity, the consumer should take the initiative to reason why. If we could only notice and write more of the fact that there are Negro enterprises growing and employing Negro help instead of dwelling on one or two isolated and insignificant instances of price variations it would be more than worthwhile. Then, too, too many examples such as the afore-mentioned tend to think one believe some people, just look for the flaws. — [225, 1154, 380, 1597]
